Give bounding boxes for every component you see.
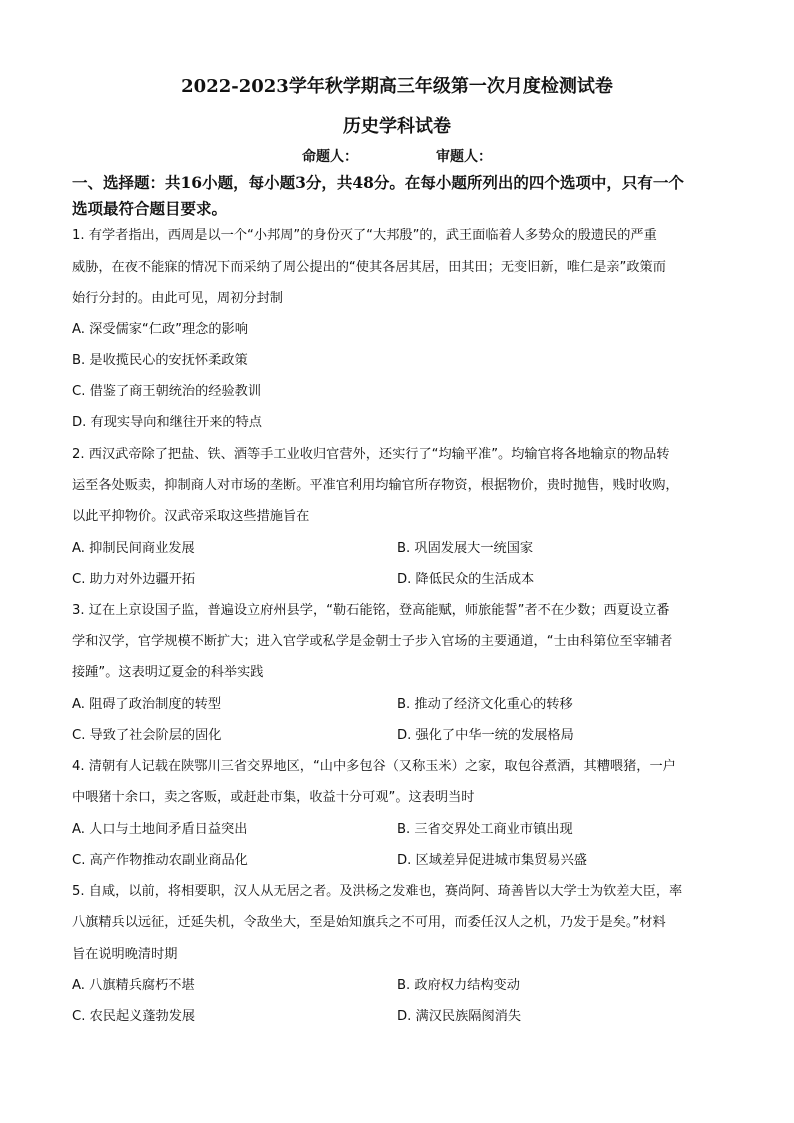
reviewer-label: 审题人：: [436, 149, 492, 165]
question-5-option-d: D. 满汉民族隔阂消失: [397, 1009, 522, 1024]
question-1-option-a: A. 深受儒家“仁政”理念的影响: [72, 322, 248, 337]
exam-title: 2022-2023学年秋学期高三年级第一次月度检测试卷: [181, 76, 613, 97]
question-4-option-a: A. 人口与土地间矛盾日益突出: [72, 822, 248, 837]
question-1-option-d: D. 有现实导向和继往开来的特点: [72, 415, 262, 430]
question-5-option-a: A. 八旗精兵腐朽不堪: [72, 978, 195, 993]
author-line: [0, 146, 794, 166]
question-5-line: 5. 自咸，以前，将相要职，汉人从无居之者。及洪杨之发难也，赛尚阿、琦善皆以大学士为钦差大臣，率: [72, 884, 683, 899]
question-3-option-a: A. 阻碍了政治制度的转型: [72, 697, 222, 712]
question-5-option-b: B. 政府权力结构变动: [397, 978, 520, 993]
question-4-option-d: D. 区域差异促进城市集贸易兴盛: [397, 853, 587, 868]
question-4-line: 中喂猪十余口，卖之客贩，或赶赴市集，收益十分可观”。这表明当时: [72, 790, 475, 805]
question-3-option-d: D. 强化了中华一统的发展格局: [397, 728, 574, 743]
question-1-line: 1. 有学者指出，西周是以一个“小邦周”的身份灭了“大邦殷”的，武王面临着人多势众的殷遗民的严重: [72, 228, 657, 243]
question-2-line: 运至各处贩卖，抑制商人对市场的垄断。平准官利用均输官所存物资，根据物价，贵时抛售，贱时收购，: [72, 478, 679, 493]
question-3-line: 3. 辽在上京设国子监，普遍设立府州县学，“勒石能铭，登高能赋，师旅能誓”者不在少数；西夏设立番: [72, 603, 670, 618]
section-heading-line: 一、选择题：共16小题，每小题3分，共48分。在每小题所列出的四个选项中，只有一个: [72, 173, 684, 192]
question-3-option-c: C. 导致了社会阶层的固化: [72, 728, 222, 743]
question-2-option-d: D. 降低民众的生活成本: [397, 572, 535, 587]
question-1-option-b: B. 是收揽民心的安抚怀柔政策: [72, 353, 248, 368]
section-heading-line: 选项最符合题目要求。: [72, 199, 228, 218]
question-3-line: 接踵”。这表明辽夏金的科举实践: [72, 665, 264, 680]
question-5-option-c: C. 农民起义蓬勃发展: [72, 1009, 196, 1024]
section-heading: [72, 170, 732, 222]
question-5-line: 旨在说明晚清时期: [72, 947, 178, 962]
question-3-option-b: B. 推动了经济文化重心的转移: [397, 697, 573, 712]
exam-subtitle: 历史学科试卷: [343, 116, 451, 137]
question-2-line: 2. 西汉武帝除了把盐、铁、酒等手工业收归官营外，还实行了“均输平准”。均输官将各地输京的物品转: [72, 447, 670, 462]
question-4-line: 4. 清朝有人记载在陕鄂川三省交界地区，“山中多包谷（又称玉米）之家，取包谷煮酒，其糟喂猪，一户: [72, 759, 676, 774]
question-4-option-b: B. 三省交界处工商业市镇出现: [397, 822, 573, 837]
question-2-option-b: B. 巩固发展大一统国家: [397, 541, 534, 556]
question-5-line: 八旗精兵以远征，迁延失机，令敌坐大，至是始知旗兵之不可用，而委任汉人之机，乃发于是矣。”材料: [72, 915, 666, 930]
question-1-option-c: C. 借鉴了商王朝统治的经验教训: [72, 384, 262, 399]
question-4-option-c: C. 高产作物推动农副业商品化: [72, 853, 248, 868]
question-2-option-c: C. 助力对外边疆开拓: [72, 572, 196, 587]
question-3-line: 学和汉学，官学规模不断扩大；进入官学或私学是金朝士子步入官场的主要通道，“士由科第位至宰辅者: [72, 634, 673, 649]
question-2-option-a: A. 抑制民间商业发展: [72, 541, 195, 556]
question-1-line: 威胁，在夜不能寐的情况下而采纳了周公提出的“使其各居其居，田其田；无变旧新，唯仁是亲”政策而: [72, 260, 666, 275]
question-2-line: 以此平抑物价。汉武帝采取这些措施旨在: [72, 509, 310, 524]
question-1-line: 始行分封的。由此可见，周初分封制: [72, 291, 283, 306]
author-label: 命题人：: [302, 149, 358, 165]
